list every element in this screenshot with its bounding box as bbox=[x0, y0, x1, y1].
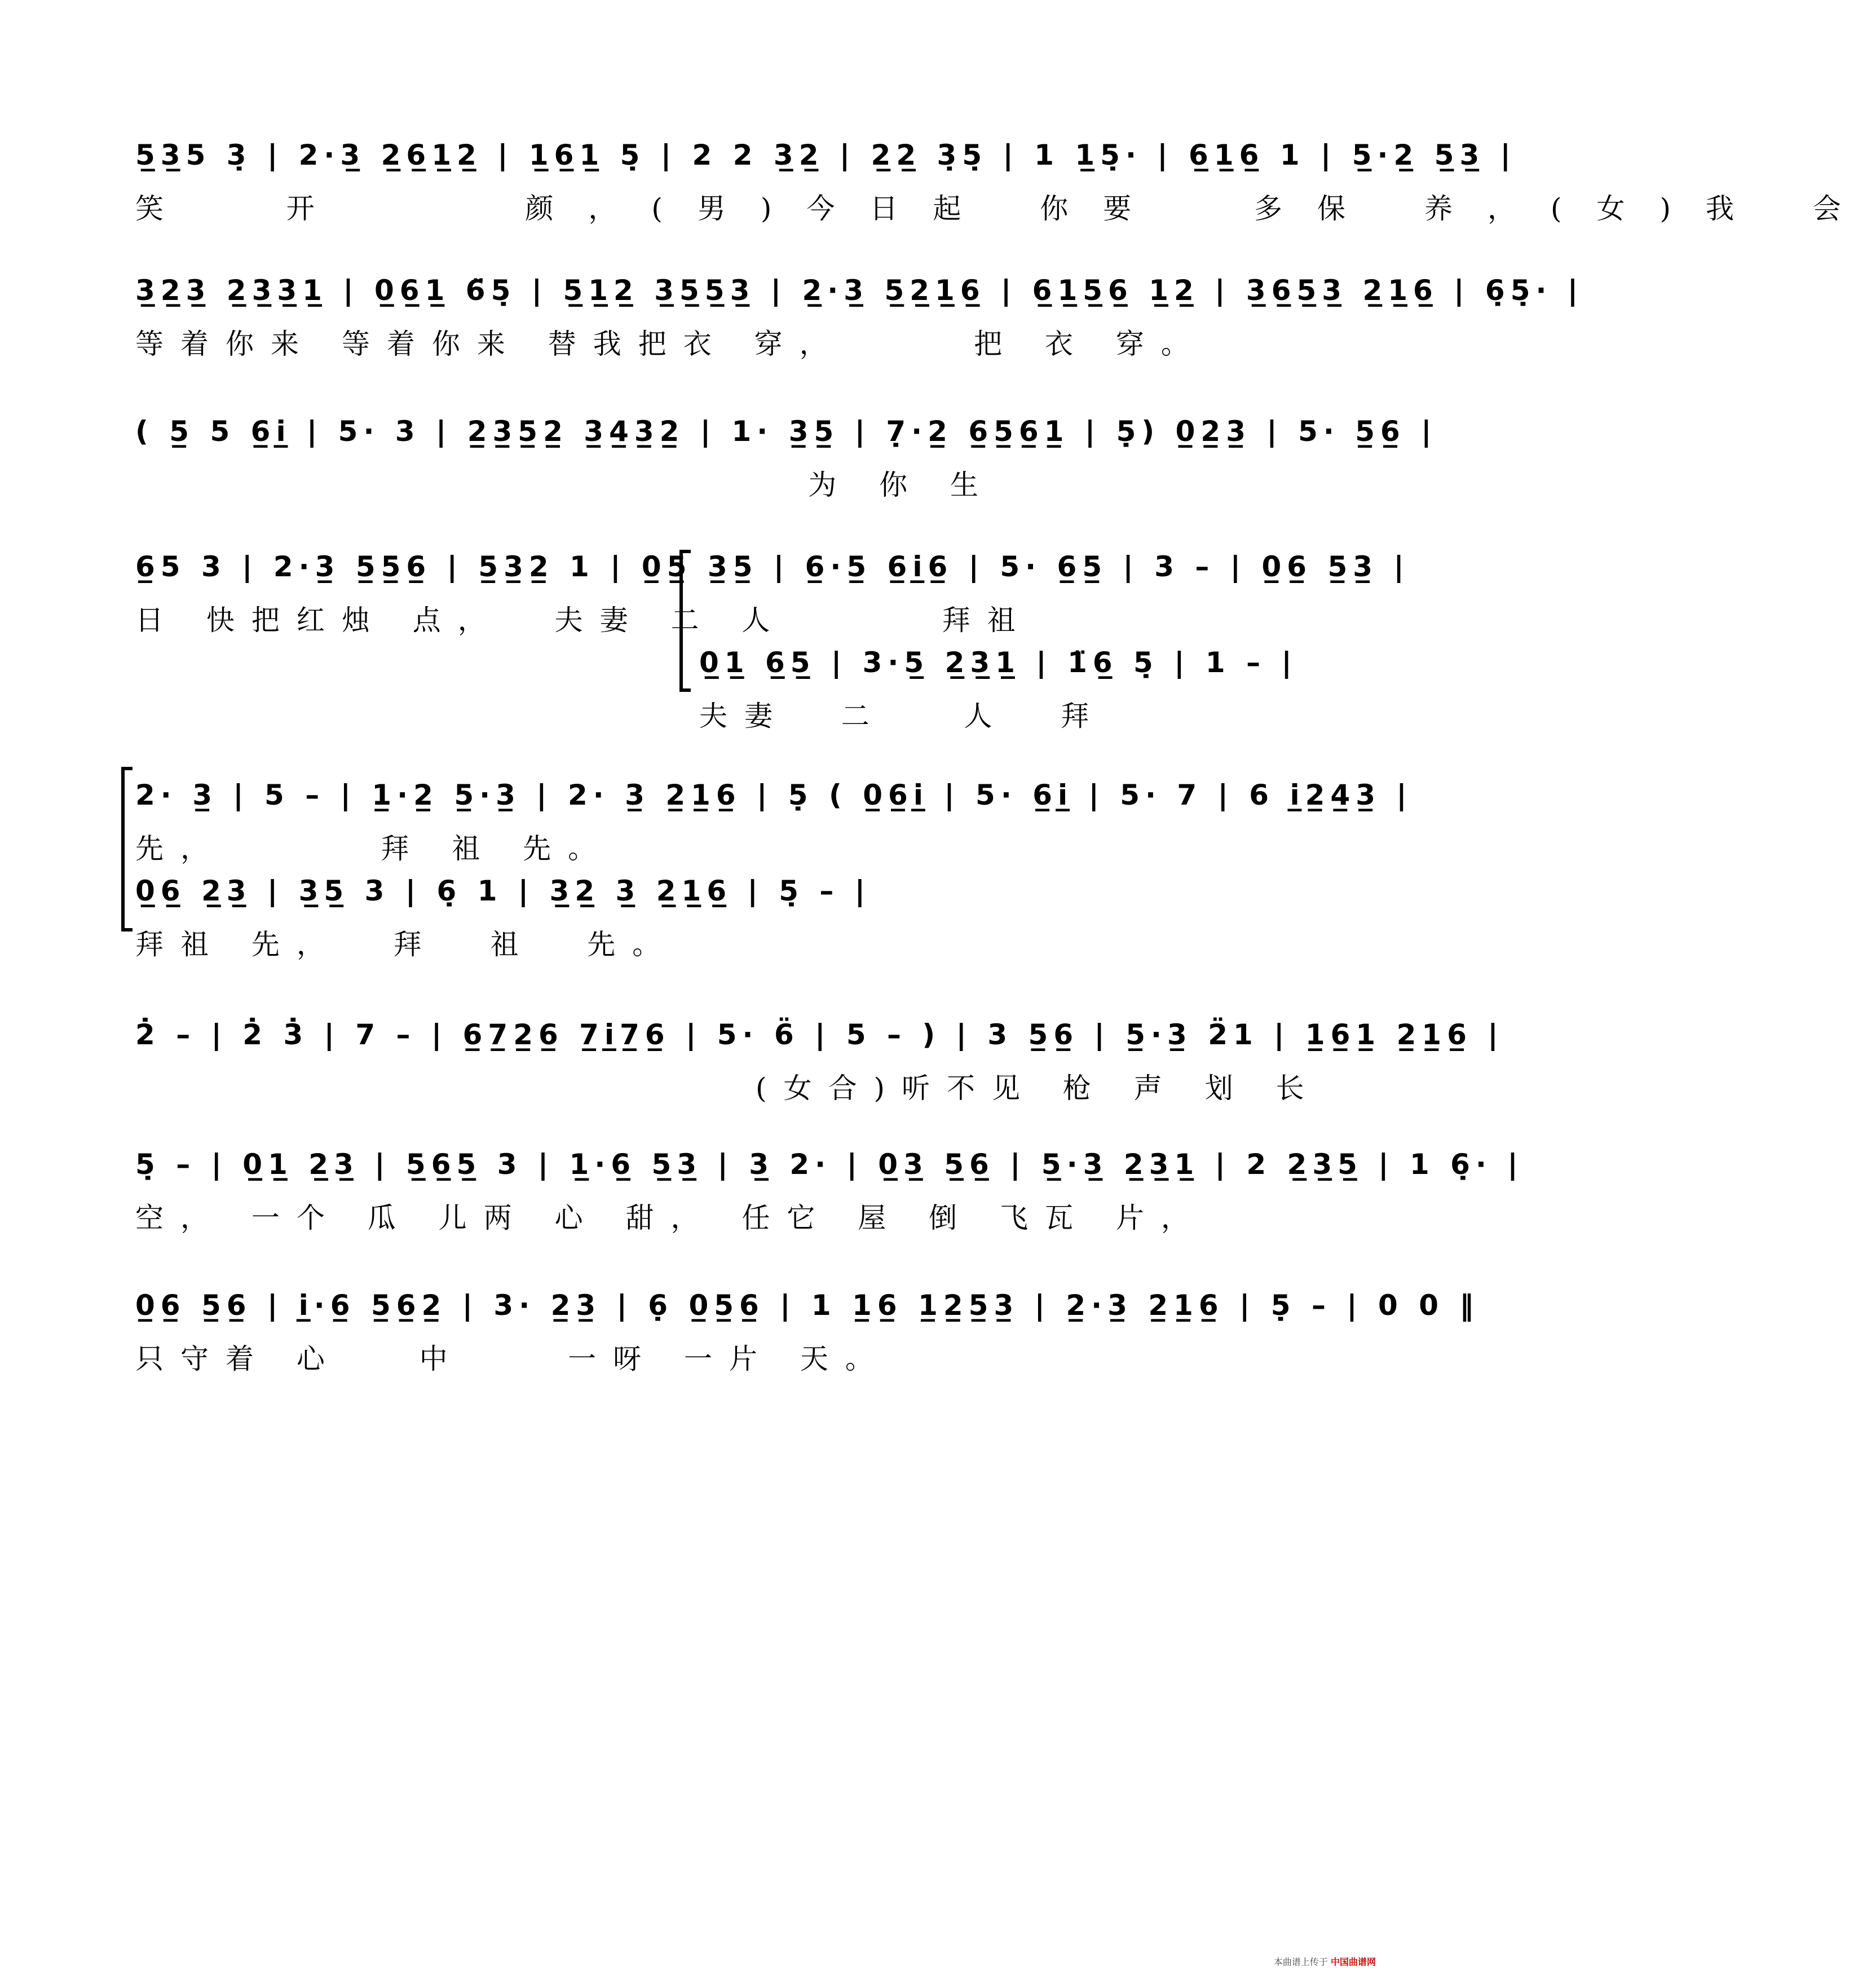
notation-line: 2· 3̲ | 5 – | 1̲·2̲ 5̲·3̲ | 2· 3̲ 2̲1̲6̲ | 5̣ ( 0̲6̲i̲ | 5· 6̲i̲ | 5· 7 | 6 i̲2̲4̲3̲ | bbox=[135, 779, 1412, 811]
footer-credit bbox=[1274, 1955, 1376, 1968]
notation-line: 0̲6̲ 5̲6̲ | i̲·6̲ 5̲6̲2̲ | 3· 2̲3̲ | 6̣ 0̲5̲6̲ | 1 1̲6̲ 1̲2̲5̲3̲ | 2̲·3̲ 2̲1̲6̲ | 5̣ – | 0 0 ‖ bbox=[135, 1289, 1480, 1322]
lyrics-line: 等着你来 等着你来 替我把衣 穿， 把 衣 穿。 bbox=[135, 328, 1206, 360]
notation-line: 3̲2̲3̲ 2̲3̲3̲1̲ | 0̲6̲1̲ 6̈5̣ | 5̲1̲2̲ 3̲5̲5̲3̲ | 2̲·3̲ 5̲2̲1̲6̲ | 6̲1̲5̲6̲ 1̲2̲ | 3̲6̲5̲3̲ 2̲1̲6̲ | 6̣5̣· | bbox=[135, 274, 1584, 307]
notation-line: 0̲1̲ 6̲5̲ | 3·5̲ 2̲3̲1̲ | 1̈6̲ 5̣ | 1 – | bbox=[699, 646, 1297, 679]
notation-line: 2̇ – | 2̇ 3̇ | 7 – | 6̲7̲2̲6̲ 7̲i̲7̲6̲ | 5· 6̈ | 5 – ) | 3 5̲6̲ | 5̲·3̲ 2̈1 | 1̲6̲1̲ 2̲1̲6̲ | bbox=[135, 1018, 1504, 1051]
notation-line: 5̣ – | 0̲1̲ 2̲3̲ | 5̲6̲5̲ 3 | 1̲·6̲ 5̲3̲ | 3̲ 2· | 0̲3̲ 5̲6̲ | 5̲·3̲ 2̲3̲1̲ | 2 2̲3̲5̲ | 1 6̣· | bbox=[135, 1148, 1524, 1181]
lyrics-line: 只守着 心 中 一呀 一片 天。 bbox=[135, 1343, 890, 1375]
voice-bracket bbox=[121, 767, 133, 931]
lyrics-line: 拜祖 先， 拜 祖 先。 bbox=[135, 928, 678, 961]
lyrics-line: 笑 开 颜，(男)今日起 你要 多保 养，(女)我 会 bbox=[135, 192, 1876, 225]
lyrics-line: 为 你 生 bbox=[135, 469, 996, 501]
lyrics-line: (女合)听不见 枪 声 划 长 bbox=[756, 1072, 1321, 1105]
notation-line: 0̲6̲ 2̲3̲ | 3̲5̲ 3 | 6̣ 1 | 3̲2̲ 3̲ 2̲1̲6̲ | 5̣ – | bbox=[135, 875, 871, 907]
notation-line: 6̲5 3 | 2·3̲ 5̲5̲6̲ | 5̲3̲2̲ 1 | 0̲5̲ 3̲5̲ | 6̲·5̲ 6̲i̲6̲ | 5· 6̲5̲ | 3 – | 0̲6̲ 5̲3̲ | bbox=[135, 550, 1410, 583]
footer-prefix: 本曲谱上传于 bbox=[1273, 1957, 1328, 1967]
lyrics-line: 空， 一个 瓜 儿两 心 甜， 任它 屋 倒 飞瓦 片， bbox=[135, 1202, 1206, 1234]
lyrics-line: 夫妻 二 人 拜 bbox=[699, 700, 1106, 732]
lyrics-line: 日 快把红烛 点， 夫妻 二 人 拜祖 bbox=[135, 604, 1032, 637]
lyrics-line: 先， 拜 祖 先。 bbox=[135, 832, 613, 865]
footer-brand: 中国曲谱网 bbox=[1330, 1957, 1376, 1967]
notation-line: 5̲3̲5 3̣ | 2·3̲ 2̲6̲1̲2̲ | 1̲6̲1̲ 5̣ | 2 2 3̲2̲ | 2̲2̲ 3̣5̣ | 1 1̲5̣· | 6̲1̲6̲ 1 | 5̲·2̲ 5̲3̲ | bbox=[135, 139, 1516, 171]
notation-line: ( 5̲ 5 6̲i̲ | 5· 3 | 2̲3̲5̲2̲ 3̲4̲3̲2̲ | 1· 3̲5̲ | 7̣·2̲ 6̲5̲6̲1̲ | 5̣) 0̲2̲3̲ | 5· 5̲6̲ | bbox=[135, 415, 1437, 448]
